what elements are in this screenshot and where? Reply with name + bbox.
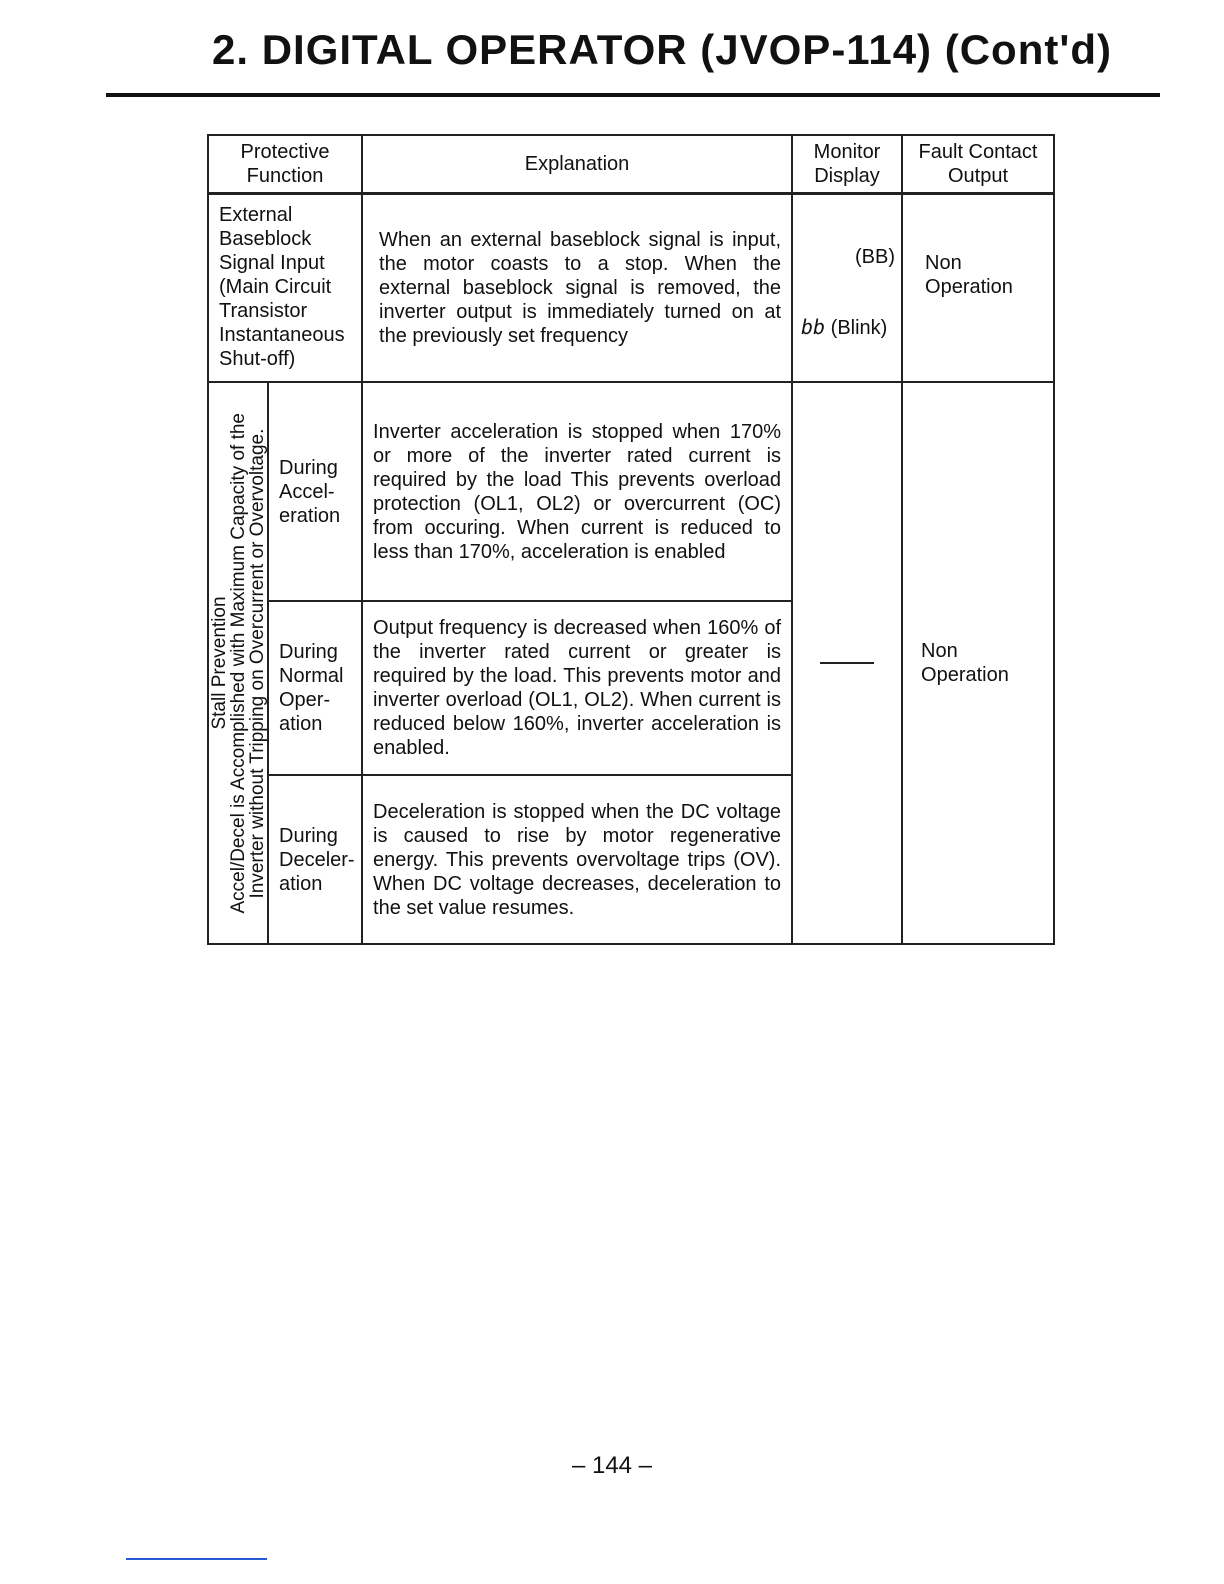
header-explanation: Explanation [362, 135, 792, 194]
stall-label-line3: Inverter without Tripping on Overcurrent or Overvoltage. [246, 428, 268, 898]
footer-rule [126, 1558, 267, 1560]
header-protective-function: Protective Function [208, 135, 362, 194]
stall-group-text [210, 413, 267, 914]
table-row-baseblock [208, 194, 1054, 383]
monitor-blink-label: (Blink) [830, 317, 888, 339]
table-header-row [208, 135, 1054, 194]
stall-sub-decel: During Deceler-ation [268, 775, 362, 944]
stall-label-line1: Stall Prevention [208, 596, 230, 730]
stall-label-line2: Accel/Decel is Accomplished with Maximum Capacity of the [227, 412, 249, 914]
stall-fault-output-text: Non Operation [921, 640, 1009, 686]
stall-explanation-normal: Output frequency is decreased when 160% of the inverter rated current or greater is required by the load. This prevents motor and inverter overload (OL1, OL2). When current is reduced below 160%, inverter acceleration is enabled. [362, 601, 792, 775]
stall-explanation-decel: Deceleration is stopped when the DC voltage is caused to rise by motor regenerative energy. This prevents overvoltage trips (OV). When DC voltage decreases, deceleration to the set value resumes. [362, 775, 792, 944]
monitor-blink [801, 315, 887, 340]
title-rule [106, 93, 1160, 97]
monitor-dash [820, 662, 874, 664]
baseblock-explanation: When an external baseblock signal is input, the motor coasts to a stop. When the external baseblock signal is removed, the inverter output is immediately turned on at the previously set frequency [362, 194, 792, 383]
baseblock-fault-output-text: Non Operation [925, 252, 1013, 298]
stall-explanation-accel: Inverter acceleration is stopped when 170% or more of the inverter rated current is required by the load This prevents overload protection (OL1, OL2) or overcurrent (OC) from occuring. When current is reduced to less than 170%, acceleration is enabled [362, 382, 792, 601]
stall-fault-output [902, 382, 1054, 944]
page-number: – 144 – [571, 1452, 653, 1479]
baseblock-monitor [792, 194, 902, 383]
stall-sub-normal: During Normal Oper-ation [268, 601, 362, 775]
monitor-bb-text: (BB) [855, 246, 896, 268]
baseblock-fault-output [902, 194, 1054, 383]
stall-monitor [792, 382, 902, 944]
page-title: 2. DIGITAL OPERATOR (JVOP-114) (Cont'd) [212, 26, 1112, 73]
table-row-stall-accel [208, 382, 1054, 601]
seven-segment-bb-glyph: bb [801, 315, 826, 339]
protective-function-table [207, 134, 1053, 945]
header-monitor-display: Monitor Display [792, 135, 902, 194]
baseblock-function: External Baseblock Signal Input (Main Circuit Transistor Instantaneous Shut-off) [208, 194, 362, 383]
stall-group-label [208, 382, 268, 944]
header-fault-contact-output: Fault Contact Output [902, 135, 1054, 194]
stall-sub-accel: During Accel-eration [268, 382, 362, 601]
